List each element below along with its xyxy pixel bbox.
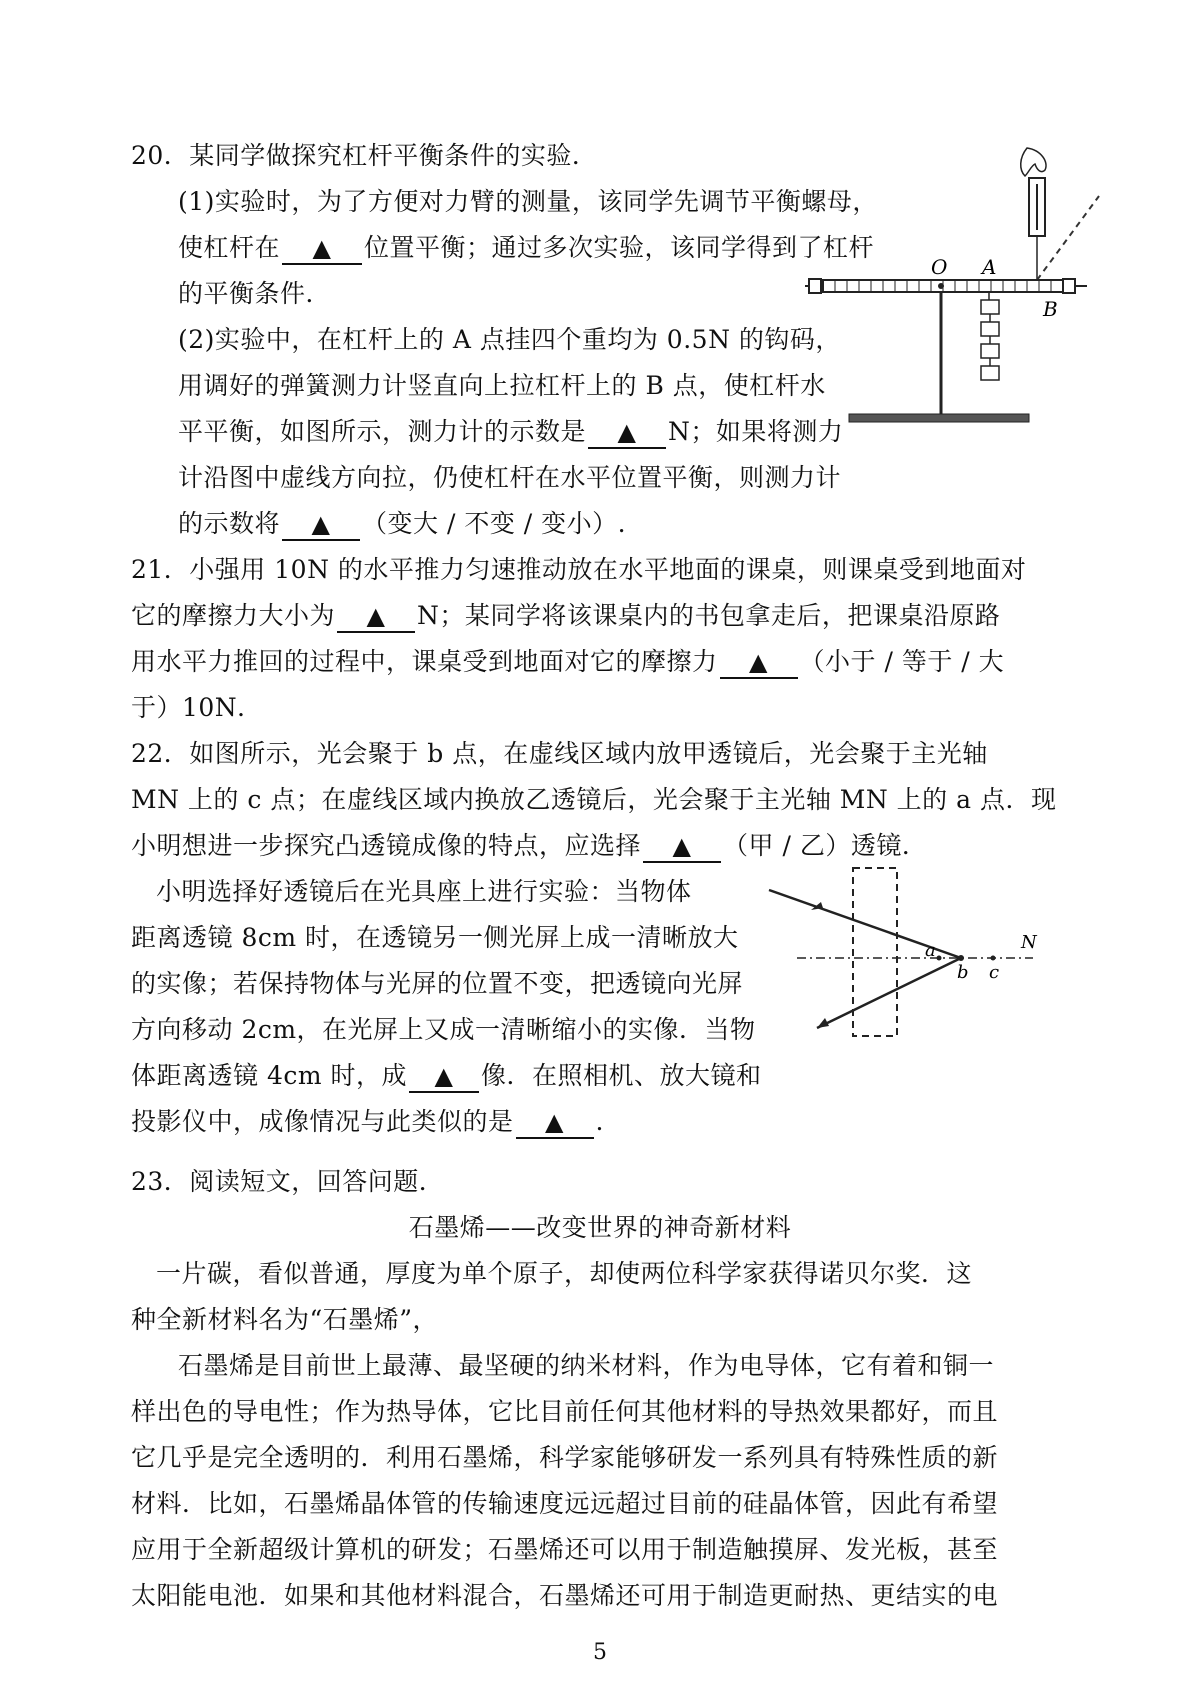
q23-line7: 材料．比如，石墨烯晶体管的传输速度远远超过目前的硅晶体管，因此有希望 — [131, 1489, 999, 1518]
text: 使杠杆在 — [178, 233, 281, 262]
text: 小明想进一步探究凸透镜成像的特点，应选择 — [131, 831, 642, 860]
lever-figure — [805, 140, 1105, 430]
q23-line6: 它几乎是完全透明的．利用石墨烯，科学家能够研发一系列具有特殊性质的新 — [131, 1443, 999, 1472]
lens-region — [853, 868, 897, 1036]
answer-blank — [409, 1061, 479, 1093]
q23-line4: 石墨烯是目前世上最薄、最坚硬的纳米材料，作为电导体，它有着和铜一 — [178, 1351, 995, 1380]
q23-line3: 种全新材料名为“石墨烯”， — [131, 1305, 439, 1334]
text: 像．在照相机、放大镜和 — [481, 1061, 762, 1090]
text: （甲 / 乙）透镜． — [723, 831, 928, 860]
text: 投影仪中，成像情况与此类似的是 — [131, 1107, 514, 1136]
q20-part2-line1: (2)实验中，在杠杆上的 A 点挂四个重均为 0.5N 的钩码， — [178, 325, 841, 354]
ray-bottom — [817, 958, 961, 1028]
q22-line1: 22．如图所示，光会聚于 b 点，在虚线区域内放甲透镜后，光会聚于主光轴 — [131, 739, 988, 768]
q22-line4: 小明选择好透镜后在光具座上进行实验：当物体 — [156, 877, 692, 906]
answer-blank — [282, 233, 362, 265]
weight — [981, 344, 999, 358]
answer-blank — [588, 417, 666, 449]
q23-line9: 太阳能电池．如果和其他材料混合，石墨烯还可用于制造更耐热、更结实的电 — [131, 1581, 999, 1610]
blank-triangle: ▲ — [672, 832, 692, 860]
text: 用水平力推回的过程中，课桌受到地面对它的摩擦力 — [131, 647, 718, 676]
label-O: O — [931, 255, 948, 279]
blank-triangle: ▲ — [311, 510, 331, 538]
text: 体距离透镜 4cm 时，成 — [131, 1061, 408, 1090]
label-A: A — [982, 255, 997, 279]
text: 的示数将 — [178, 509, 281, 538]
q21-line2 — [131, 596, 1000, 636]
q22-line2: MN 上的 c 点；在虚线区域内换放乙透镜后，光会聚于主光轴 MN 上的 a 点．现 — [131, 785, 1057, 814]
q23-line5: 样出色的导电性；作为热导体，它比目前任何其他材料的导热效果都好，而且 — [131, 1397, 999, 1426]
q23-line8: 应用于全新超级计算机的研发；石墨烯还可以用于制造触摸屏、发光板，甚至 — [131, 1535, 999, 1564]
lens-figure — [765, 860, 1055, 1050]
text: （小于 / 等于 / 大 — [799, 647, 1005, 676]
answer-blank — [337, 601, 415, 633]
q20-part1-line1: (1)实验时，为了方便对力臂的测量，该同学先调节平衡螺母， — [178, 187, 878, 216]
answer-blank — [282, 509, 360, 541]
q21-line3 — [131, 642, 1004, 682]
answer-blank — [720, 647, 798, 679]
text: . — [595, 1107, 604, 1136]
blank-triangle: ▲ — [366, 602, 386, 630]
text: N；某同学将该课桌内的书包拿走后，把课桌沿原路 — [417, 601, 1001, 630]
text: N；如果将测力 — [668, 417, 844, 446]
q20-title: 20．某同学做探究杠杆平衡条件的实验． — [131, 141, 598, 170]
label-c: c — [989, 962, 1000, 983]
blank-triangle: ▲ — [545, 1108, 564, 1136]
weight — [981, 300, 999, 314]
hand-icon — [1021, 148, 1046, 176]
blank-triangle: ▲ — [312, 234, 332, 262]
text: 它的摩擦力大小为 — [131, 601, 336, 630]
q22-line6: 的实像；若保持物体与光屏的位置不变，把透镜向光屏 — [131, 969, 744, 998]
label-B: B — [1043, 297, 1058, 321]
weight — [981, 366, 999, 380]
answer-blank — [516, 1107, 594, 1139]
q20-part2-line5 — [178, 504, 626, 544]
q21-line4: 于）10N． — [131, 693, 263, 722]
q20-part2-line4: 计沿图中虚线方向拉，仍使杠杆在水平位置平衡，则测力计 — [178, 463, 842, 492]
article-title: 石墨烯——改变世界的神奇新材料 — [408, 1213, 792, 1242]
q20-part2-line3 — [178, 412, 843, 452]
text: （变大 / 不变 / 变小）. — [362, 509, 627, 538]
label-a: a — [925, 940, 936, 961]
label-b: b — [957, 962, 969, 983]
stand-base — [849, 414, 1029, 422]
q22-line5: 距离透镜 8cm 时，在透镜另一侧光屏上成一清晰放大 — [131, 923, 739, 952]
q23-line2: 一片碳，看似普通，厚度为单个原子，却使两位科学家获得诺贝尔奖．这 — [156, 1259, 973, 1288]
text: 平平衡，如图所示，测力计的示数是 — [178, 417, 587, 446]
page-number: 5 — [593, 1640, 607, 1665]
dashed-pull-line — [1037, 196, 1099, 280]
q21-line1: 21．小强用 10N 的水平推力匀速推动放在水平地面的课桌，则课桌受到地面对 — [131, 555, 1027, 584]
weight — [981, 322, 999, 336]
blank-triangle: ▲ — [434, 1062, 454, 1090]
answer-blank — [643, 831, 721, 863]
q22-line7: 方向移动 2cm，在光屏上又成一清晰缩小的实像．当物 — [131, 1015, 756, 1044]
q22-line8 — [131, 1056, 762, 1096]
q22-line9 — [131, 1102, 604, 1142]
q20-part2-line2: 用调好的弹簧测力计竖直向上拉杠杆上的 B 点，使杠杆水 — [178, 371, 826, 400]
q20-part1-line2 — [178, 228, 874, 268]
label-N: N — [1021, 932, 1037, 953]
blank-triangle: ▲ — [749, 648, 768, 676]
q23-line1: 23．阅读短文，回答问题． — [131, 1167, 445, 1196]
q20-part1-line3: 的平衡条件． — [178, 279, 332, 308]
text: 位置平衡；通过多次实验，该同学得到了杠杆 — [364, 233, 875, 262]
blank-triangle: ▲ — [617, 418, 637, 446]
